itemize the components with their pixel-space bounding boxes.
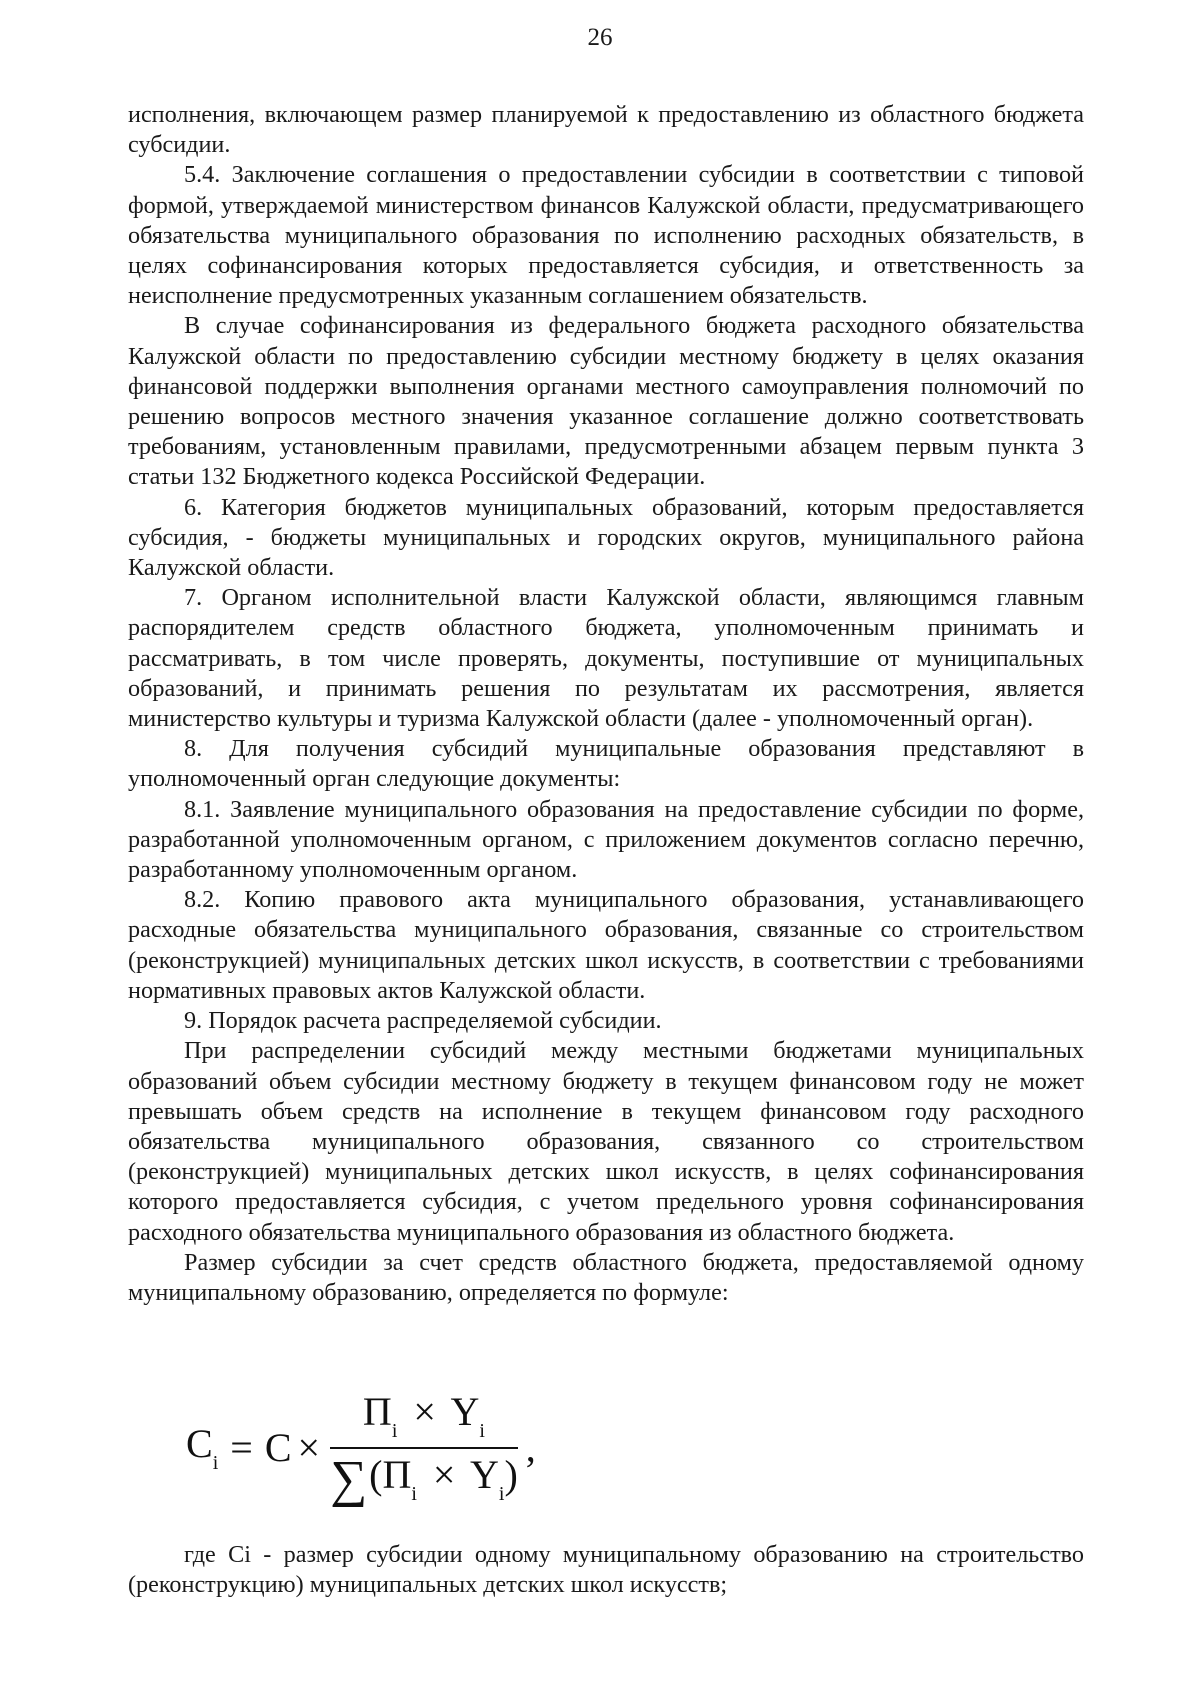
formula-comma: , [525,1424,536,1470]
paragraph-8: 8. Для получения субсидий муниципальные образования представляют в уполномоченный орган следующие документы: [128,735,1084,793]
formula-fraction [330,1388,518,1506]
formula-legend [128,1540,1084,1600]
paragraph-formula-intro: Размер субсидии за счет средств областного бюджета, предоставляемой одному муниципальному образованию, определяется по формуле: [128,1248,1084,1306]
paragraph-6: 6. Категория бюджетов муниципальных образований, которым предоставляется субсидия, - бюджеты муниципальных и городских округов, муниципального района Калужской области. [128,493,1084,582]
paragraph-9: 9. Порядок расчета распределяемой субсидии. [184,1007,662,1035]
formula-equals: = [230,1424,253,1470]
paragraph-8-1: 8.1. Заявление муниципального образования на предоставление субсидии по форме, разработанной уполномоченным органом, с приложением документов согласно перечню, разработанному уполномоченным органом. [128,795,1084,884]
formula-times: × [297,1424,321,1470]
paragraph-5-4: 5.4. Заключение соглашения о предоставлении субсидии в соответствии с типовой формой, утверждаемой министерством финансов Калужской области, предусматривающего обязательства муниципального образования по исполнению расходных обязательств, в целях софинансирования которых предоставляется субсидия, и ответственность за неисполнение предусмотренных указанным соглашением обязательств. [128,161,1084,310]
paragraph-7: 7. Органом исполнительной власти Калужской области, являющимся главным распорядителем средств областного бюджета, уполномоченным принимать и рассматривать, в том числе проверять, документы, поступившие от муниципальных образований, и принимать решения по результатам их рассмотрения, является министерство культуры и туризма Калужской области (далее - уполномоченный орган). [128,584,1084,733]
formula-lhs: $C_i$ [186,1420,219,1474]
sigma-symbol: ∑ [330,1451,368,1508]
document-body [128,100,1084,1308]
subsidy-formula [186,1388,536,1506]
paragraph-distribution: При распределении субсидий между местными бюджетами муниципальных образований объем субсидии местному бюджету в текущем финансовом году не может превышать объем средств на исполнение в текущем финансовом году расходного обязательства муниципального образования, связанного со строительством (реконструкцией) муниципальных детских школ искусств, в целях софинансирования которого предоставляется субсидия, с учетом предельного уровня софинансирования расходного обязательства муниципального образования из областного бюджета. [128,1037,1084,1246]
formula-numerator: $П_i \times Y_i$ [362,1389,485,1442]
paragraph-cofinancing: В случае софинансирования из федерального бюджета расходного обязательства Калужской области по предоставлению субсидии местному бюджету в целях оказания финансовой поддержки выполнения органами местного самоуправления полномочий по решению вопросов местного значения указанное соглашение должно соответствовать требованиям, установленным правилами, предусмотренными абзацем первым пункта 3 статьи 132 Бюджетного кодекса Российской Федерации. [128,312,1084,491]
paragraph-continuation: исполнения, включающем размер планируемой к предоставлению из областного бюджета субсидии. [128,101,1084,159]
formula-denominator: $\sum(П_i \times Y_i)$ [330,1451,518,1508]
paragraph-where-ci: где Ci - размер субсидии одному муниципальному образованию на строительство (реконструкцию) муниципальных детских школ искусств; [128,1541,1084,1599]
page-number: 26 [587,24,613,51]
formula-total: C [264,1424,292,1470]
paragraph-8-2: 8.2. Копию правового акта муниципального образования, устанавливающего расходные обязательства муниципального образования, связанные со строительством (реконструкцией) муниципальных детских школ искусств, в соответствии с требованиями нормативных правовых актов Калужской области. [128,886,1084,1004]
